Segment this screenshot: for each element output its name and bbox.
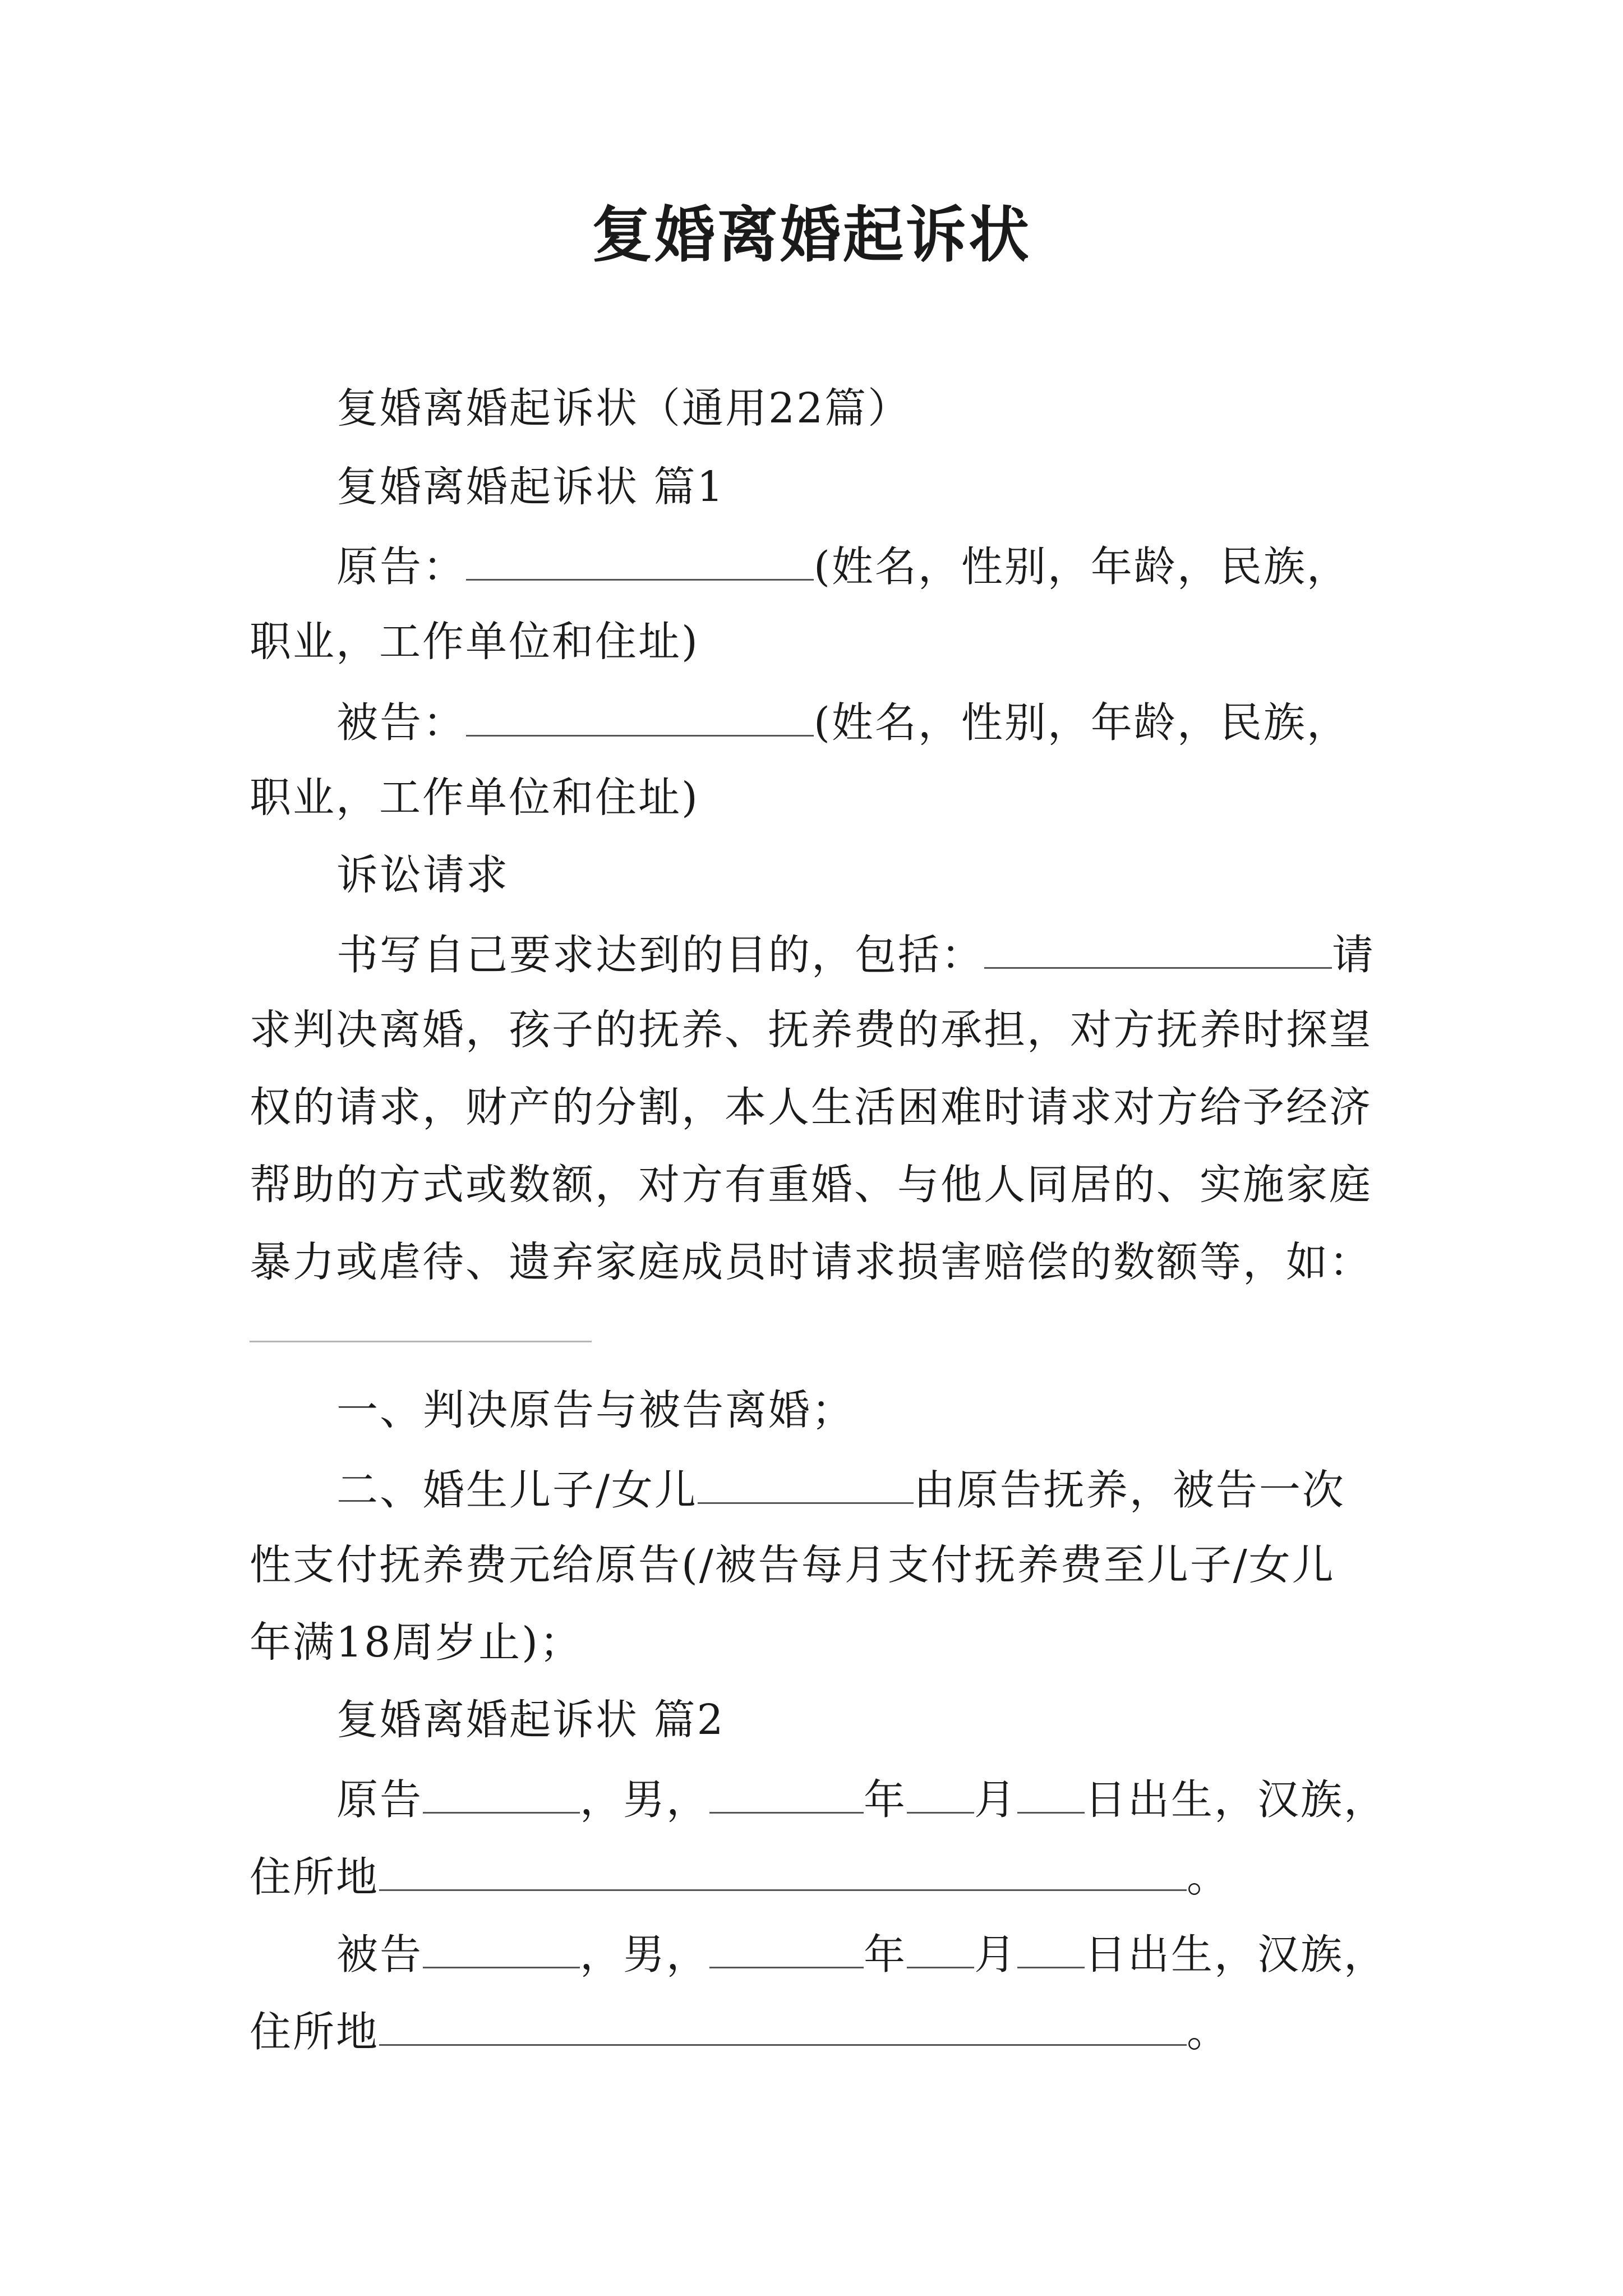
s2-defendant-year-blank bbox=[709, 1927, 864, 1968]
plaintiff-blank bbox=[466, 540, 814, 581]
s2-plaintiff-day-blank bbox=[1017, 1773, 1085, 1814]
s2-plaintiff-year: 年 bbox=[864, 1775, 907, 1824]
s2-defendant-label: 被告 bbox=[336, 1930, 423, 1979]
s2-plaintiff-address-blank bbox=[379, 1850, 1187, 1891]
s2-plaintiff-end: 。 bbox=[1187, 1853, 1230, 1902]
s2-defendant-born: 日出生，汉族， bbox=[1085, 1930, 1387, 1979]
s2-defendant-line bbox=[336, 1927, 1387, 1980]
claims-body-line: 求判决离婚，孩子的抚养、抚养费的承担，对方抚养时探望 bbox=[250, 1006, 1372, 1054]
claims-body-line: 权的请求，财产的分割，本人生活困难时请求对方给予经济 bbox=[250, 1083, 1372, 1131]
section1-heading: 复婚离婚起诉状 篇1 bbox=[336, 463, 725, 511]
claims-body-line: 帮助的方式或数额，对方有重婚、与他人同居的、实施家庭 bbox=[250, 1161, 1372, 1209]
claim-item-2-cont: 年满18周岁止)； bbox=[250, 1618, 583, 1667]
document-subtitle: 复婚离婚起诉状（通用22篇） bbox=[336, 384, 911, 432]
s2-plaintiff-line bbox=[336, 1773, 1387, 1825]
s2-defendant-address-line bbox=[250, 2005, 1230, 2057]
claims-intro: 书写自己要求达到的目的，包括： bbox=[336, 931, 984, 979]
s2-plaintiff-gender: ，男， bbox=[580, 1775, 709, 1824]
child-name-blank bbox=[698, 1463, 914, 1504]
s2-defendant-address-blank bbox=[379, 2005, 1187, 2046]
s2-defendant-end: 。 bbox=[1187, 2008, 1230, 2056]
defendant-label: 被告： bbox=[336, 698, 466, 747]
claims-intro-end: 请 bbox=[1332, 931, 1375, 979]
s2-defendant-month-blank bbox=[907, 1927, 974, 1968]
defendant-note: (姓名，性别，年龄，民族， bbox=[814, 698, 1350, 747]
separator-line bbox=[250, 1341, 592, 1342]
plaintiff-label: 原告： bbox=[336, 542, 466, 591]
claims-body-line: 暴力或虐待、遗弃家庭成员时请求损害赔偿的数额等，如： bbox=[250, 1238, 1372, 1286]
claim-item-2-line bbox=[336, 1463, 1345, 1515]
s2-plaintiff-year-blank bbox=[709, 1773, 864, 1814]
s2-defendant-gender: ，男， bbox=[580, 1930, 709, 1979]
s2-defendant-year: 年 bbox=[864, 1930, 907, 1979]
claim-item-2-end: 由原告抚养，被告一次 bbox=[913, 1466, 1345, 1515]
claims-intro-line bbox=[336, 928, 1375, 980]
plaintiff-note: (姓名，性别，年龄，民族， bbox=[814, 542, 1350, 591]
s2-plaintiff-label: 原告 bbox=[336, 1775, 423, 1824]
plaintiff-line bbox=[336, 540, 1350, 592]
s2-plaintiff-born: 日出生，汉族， bbox=[1085, 1775, 1387, 1824]
defendant-blank bbox=[466, 696, 814, 737]
claim-item-2-cont: 性支付抚养费元给原告(/被告每月支付抚养费至儿子/女儿 bbox=[250, 1541, 1335, 1589]
claims-blank bbox=[984, 928, 1332, 969]
document-title: 复婚离婚起诉状 bbox=[591, 200, 1031, 270]
s2-defendant-name-blank bbox=[423, 1927, 580, 1968]
s2-plaintiff-month-blank bbox=[907, 1773, 974, 1814]
section2-heading: 复婚离婚起诉状 篇2 bbox=[336, 1696, 725, 1744]
defendant-note-cont: 职业，工作单位和住址) bbox=[250, 774, 699, 822]
s2-plaintiff-address-line bbox=[250, 1850, 1230, 1902]
claim-item-1: 一、判决原告与被告离婚； bbox=[336, 1386, 855, 1434]
claims-heading: 诉讼请求 bbox=[336, 851, 509, 899]
s2-defendant-address-label: 住所地 bbox=[250, 2008, 379, 2056]
s2-plaintiff-name-blank bbox=[423, 1773, 580, 1814]
s2-plaintiff-address-label: 住所地 bbox=[250, 1853, 379, 1902]
s2-plaintiff-month: 月 bbox=[974, 1775, 1017, 1824]
s2-defendant-day-blank bbox=[1017, 1927, 1085, 1968]
plaintiff-note-cont: 职业，工作单位和住址) bbox=[250, 618, 699, 666]
s2-defendant-month: 月 bbox=[974, 1930, 1017, 1979]
claim-item-2-start: 二、婚生儿子/女儿 bbox=[336, 1466, 698, 1515]
defendant-line bbox=[336, 696, 1350, 748]
